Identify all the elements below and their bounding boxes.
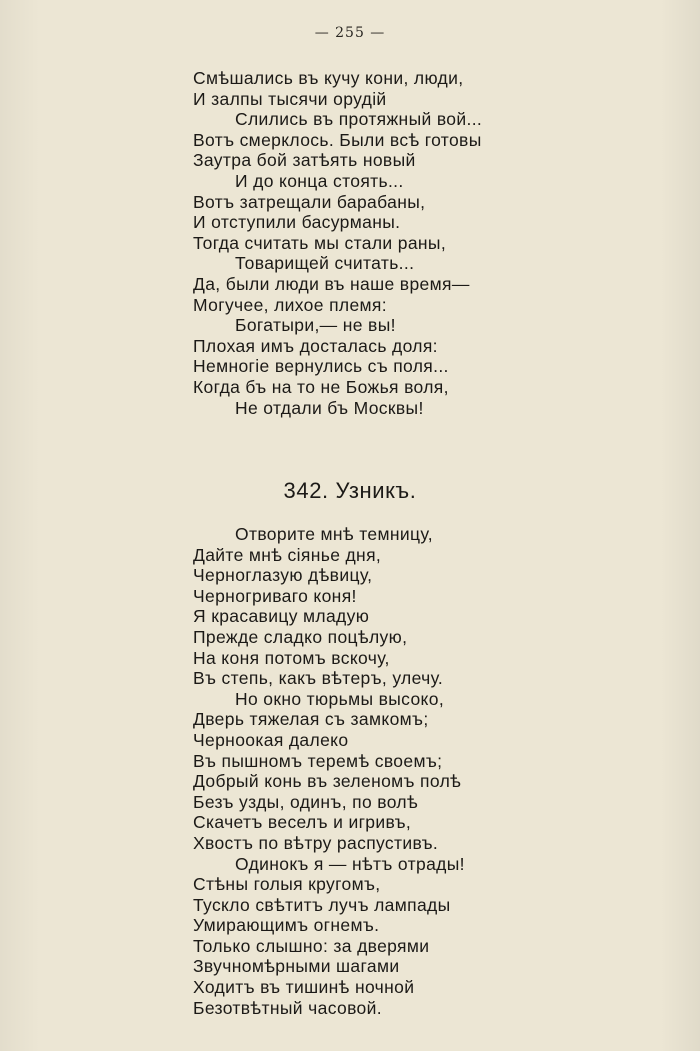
verse-line: Умирающимъ огнемъ. xyxy=(193,915,380,936)
verse-line: Заутра бой затѣять новый xyxy=(193,150,416,171)
verse-line: Черногриваго коня! xyxy=(193,585,357,606)
verse-line: На коня потомъ вскочу, xyxy=(193,647,390,668)
verse-line: Я красавицу младую xyxy=(193,606,370,627)
verse-line: Только слышно: за дверями xyxy=(193,935,430,956)
verse-line: Скачетъ веселъ и игривъ, xyxy=(193,812,412,833)
verse-line: Да, были люди въ наше время— xyxy=(193,273,470,294)
verse-line: Дайте мнѣ сіянье дня, xyxy=(193,544,382,565)
verse-line: Но окно тюрьмы высоко, xyxy=(235,688,445,709)
verse-line: Стѣны голыя кругомъ, xyxy=(193,874,381,895)
verse-line: И залпы тысячи орудій xyxy=(193,88,387,109)
verse-line: Ходитъ въ тишинѣ ночной xyxy=(193,977,415,998)
verse-line: Хвостъ по вѣтру распустивъ. xyxy=(193,832,439,853)
verse-line: Въ степь, какъ вѣтеръ, улечу. xyxy=(193,668,444,689)
poem-end-text xyxy=(193,68,673,418)
verse-line: Плохая имъ досталась доля: xyxy=(193,335,438,356)
verse-line: Вотъ затрещали барабаны, xyxy=(193,191,426,212)
verse-line: Черноглазую дѣвицу, xyxy=(193,565,373,586)
verse-line: Дверь тяжелая съ замкомъ; xyxy=(193,709,429,730)
verse-line: Черноокая далеко xyxy=(193,729,349,750)
verse-line: Богатыри,— не вы! xyxy=(235,315,396,336)
verse-line: Безъ узды, одинъ, по волѣ xyxy=(193,791,419,812)
verse-line: Товарищей считать... xyxy=(235,253,415,274)
verse-line: Слились въ протяжный вой... xyxy=(235,109,483,130)
verse-line: Прежде сладко поцѣлую, xyxy=(193,626,408,647)
verse-line: Безотвѣтный часовой. xyxy=(193,997,382,1018)
verse-line: Когда бъ на то не Божья воля, xyxy=(193,376,449,397)
verse-line: Въ пышномъ теремѣ своемъ; xyxy=(193,750,443,771)
verse-line: Немногіе вернулись съ поля... xyxy=(193,356,449,377)
verse-line: Добрый конь въ зеленомъ полѣ xyxy=(193,771,462,792)
verse-line: Тогда считать мы стали раны, xyxy=(193,232,447,253)
verse-line: Звучномѣрными шагами xyxy=(193,956,400,977)
verse-line: Отворите мнѣ темницу, xyxy=(235,524,433,544)
verse-line: И отступили басурманы. xyxy=(193,212,401,233)
verse-line: Не отдали бъ Москвы! xyxy=(235,397,424,418)
verse-line: Одинокъ я — нѣтъ отрады! xyxy=(235,853,465,874)
verse-line: И до конца стоять... xyxy=(235,170,404,191)
verse-line: Вотъ смерклось. Были всѣ готовы xyxy=(193,129,482,150)
verse-line: Смѣшались въ кучу кони, люди, xyxy=(193,68,464,88)
verse-line: Могучее, лихое племя: xyxy=(193,294,387,315)
page-number: — 255 — xyxy=(314,25,386,41)
poem-text xyxy=(193,524,673,1018)
verse-line: Тускло свѣтитъ лучъ лампады xyxy=(193,894,451,915)
poem-title: 342. Узникъ. xyxy=(283,478,417,503)
